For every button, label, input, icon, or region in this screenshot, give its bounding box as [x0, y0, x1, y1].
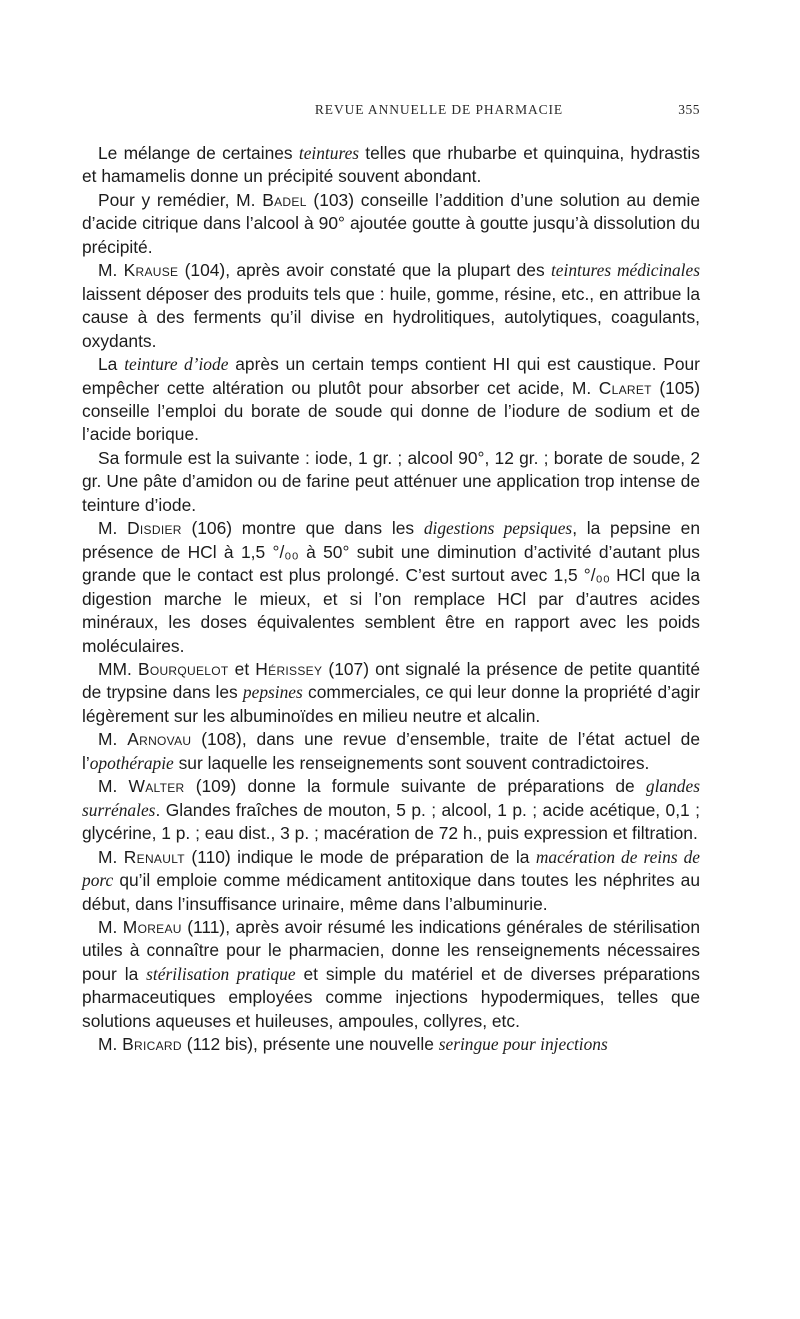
paragraph [82, 142, 700, 189]
journal-title: REVUE ANNUELLE DE PHARMACIE [314, 102, 564, 117]
paragraph [82, 189, 700, 259]
text-run: (107) ont signalé la présence de petite quantité de trypsine dans les [82, 658, 700, 703]
text-run: M. [98, 776, 129, 797]
text-run: commerciales, ce qui leur donne la propriété d’agir légèrement sur les albuminoïdes en milieu neutre et alcalin. [82, 682, 700, 726]
text-run: MM. [98, 658, 138, 679]
paragraph [82, 259, 700, 353]
author-name: Moreau [122, 916, 182, 937]
author-name: Renault [123, 846, 185, 867]
text-run: La [98, 354, 125, 375]
author-name: Badel [262, 189, 307, 210]
text-run: (105) conseille l’emploi du borate de soude qui donne de l’iodure de sodium et de l’acide borique. [82, 377, 700, 445]
text-run: M. [98, 260, 124, 281]
text-run: M. [98, 916, 123, 937]
paragraph [82, 517, 700, 658]
text-run: (109) donne la formule suivante de préparations de [184, 776, 646, 797]
italic-term: macération de reins de porc [82, 846, 700, 891]
author-name: Arnovau [127, 729, 192, 750]
text-run: Sa formule est la suivante : iode, 1 gr. ; alcool 90°, 12 gr. ; borate de soude, 2 gr. Une pâte d’amidon ou de farine peut atténuer une application trop intense de teinture d’iode. [82, 447, 700, 515]
text-run: et simple du matériel et de diverses préparations pharmaceutiques employées comme injections hypodermiques, telles que solutions aqueuses et huileuses, ampoules, collyres, etc. [82, 963, 700, 1031]
text-run: après un certain temps contient HI qui est caustique. Pour empêcher cette altération ou plutôt pour absorber cet acide, M. [82, 354, 700, 398]
author-name: Bricard [122, 1034, 182, 1055]
paragraph [82, 353, 700, 447]
text-run: (112 bis), présente une nouvelle [181, 1034, 439, 1055]
text-run: Pour y remédier, M. [98, 189, 263, 210]
author-name: Bourquelot [137, 658, 229, 679]
text-run: M. [98, 518, 128, 539]
text-run: (111), après avoir résumé les indications générales de stérilisation utiles à connaître pour le pharmacien, donne les renseignements nécessaires pour la [82, 916, 700, 984]
text-run: (108), dans une revue d’ensemble, traite de l’état actuel de l’ [82, 729, 700, 773]
paragraph [82, 658, 700, 728]
author-name: Claret [598, 377, 652, 398]
text-run: telles que rhubarbe et quinquina, hydrastis et hamamelis donne un précipité souvent abondant. [82, 143, 700, 187]
text-run: M. [98, 729, 128, 750]
text-run: laissent déposer des produits tels que : huile, gomme, résine, etc., en attribue la cause à des ferments qu’il divise en hydrolitiques, autolytiques, coagulants, oxydants. [82, 283, 700, 351]
text-run: (104), après avoir constaté que la plupart des [178, 260, 551, 281]
italic-term: pepsines [242, 682, 303, 703]
paragraph [82, 728, 700, 775]
text-run: et [228, 658, 256, 679]
italic-term: opothérapie [89, 752, 174, 773]
text-run: M. [98, 846, 124, 867]
text-run: sur laquelle les renseignements sont souvent contradictoires. [173, 752, 650, 773]
italic-term: digestions pepsiques [423, 518, 573, 539]
author-name: Disdier [127, 518, 182, 539]
document-page [82, 102, 700, 1057]
italic-term: teintures [298, 143, 360, 163]
page-number: 355 [678, 102, 700, 117]
italic-term: seringue pour injections [438, 1034, 608, 1055]
italic-term: stérilisation pratique [146, 963, 296, 984]
text-run: , la pepsine en présence de HCl à 1,5 °/₀₀ à 50° subit une diminution d’activité d’autant plus grande que le contact est plus prolongé. C’est surtout avec 1,5 °/₀₀ HCl que la digestion marche le mieux, et si l’on remplace HCl par d’autres acides minéraux, les doses équivalentes semblent être en rapport avec les poids moléculaires. [82, 518, 701, 656]
paragraph [82, 775, 700, 845]
author-name: Krause [123, 260, 179, 281]
author-name: Walter [128, 776, 185, 797]
text-run: (103) conseille l’addition d’une solution au demie d’acide citrique dans l’alcool à 90° ajoutée goutte à goutte jusqu’à dissolution du précipité. [82, 189, 700, 257]
text-run: . Glandes fraîches de mouton, 5 p. ; alcool, 1 p. ; acide acétique, 0,1 ; glycérine, 1 p. ; eau dist., 3 p. ; macération de 72 h., puis expression et filtration. [82, 799, 700, 844]
text-run: Le mélange de certaines [98, 143, 299, 163]
text-run: qu’il emploie comme médicament antitoxique dans toutes les néphrites au début, dans l’insuffisance urinaire, même dans l’albuminurie. [82, 870, 700, 914]
paragraph [82, 916, 700, 1033]
text-run: M. [98, 1034, 123, 1055]
text-run: (110) indique le mode de préparation de la [184, 846, 536, 867]
paragraph [82, 447, 700, 517]
italic-term: teinture d’iode [124, 354, 229, 375]
text-run: (106) montre que dans les [181, 518, 424, 539]
author-name: Hérissey [255, 658, 323, 679]
body-text [82, 142, 700, 1057]
italic-term: teintures médicinales [550, 260, 701, 281]
running-header [82, 102, 700, 124]
italic-term: glandes surrénales [82, 776, 700, 820]
paragraph [82, 846, 700, 916]
paragraph [82, 1033, 700, 1056]
